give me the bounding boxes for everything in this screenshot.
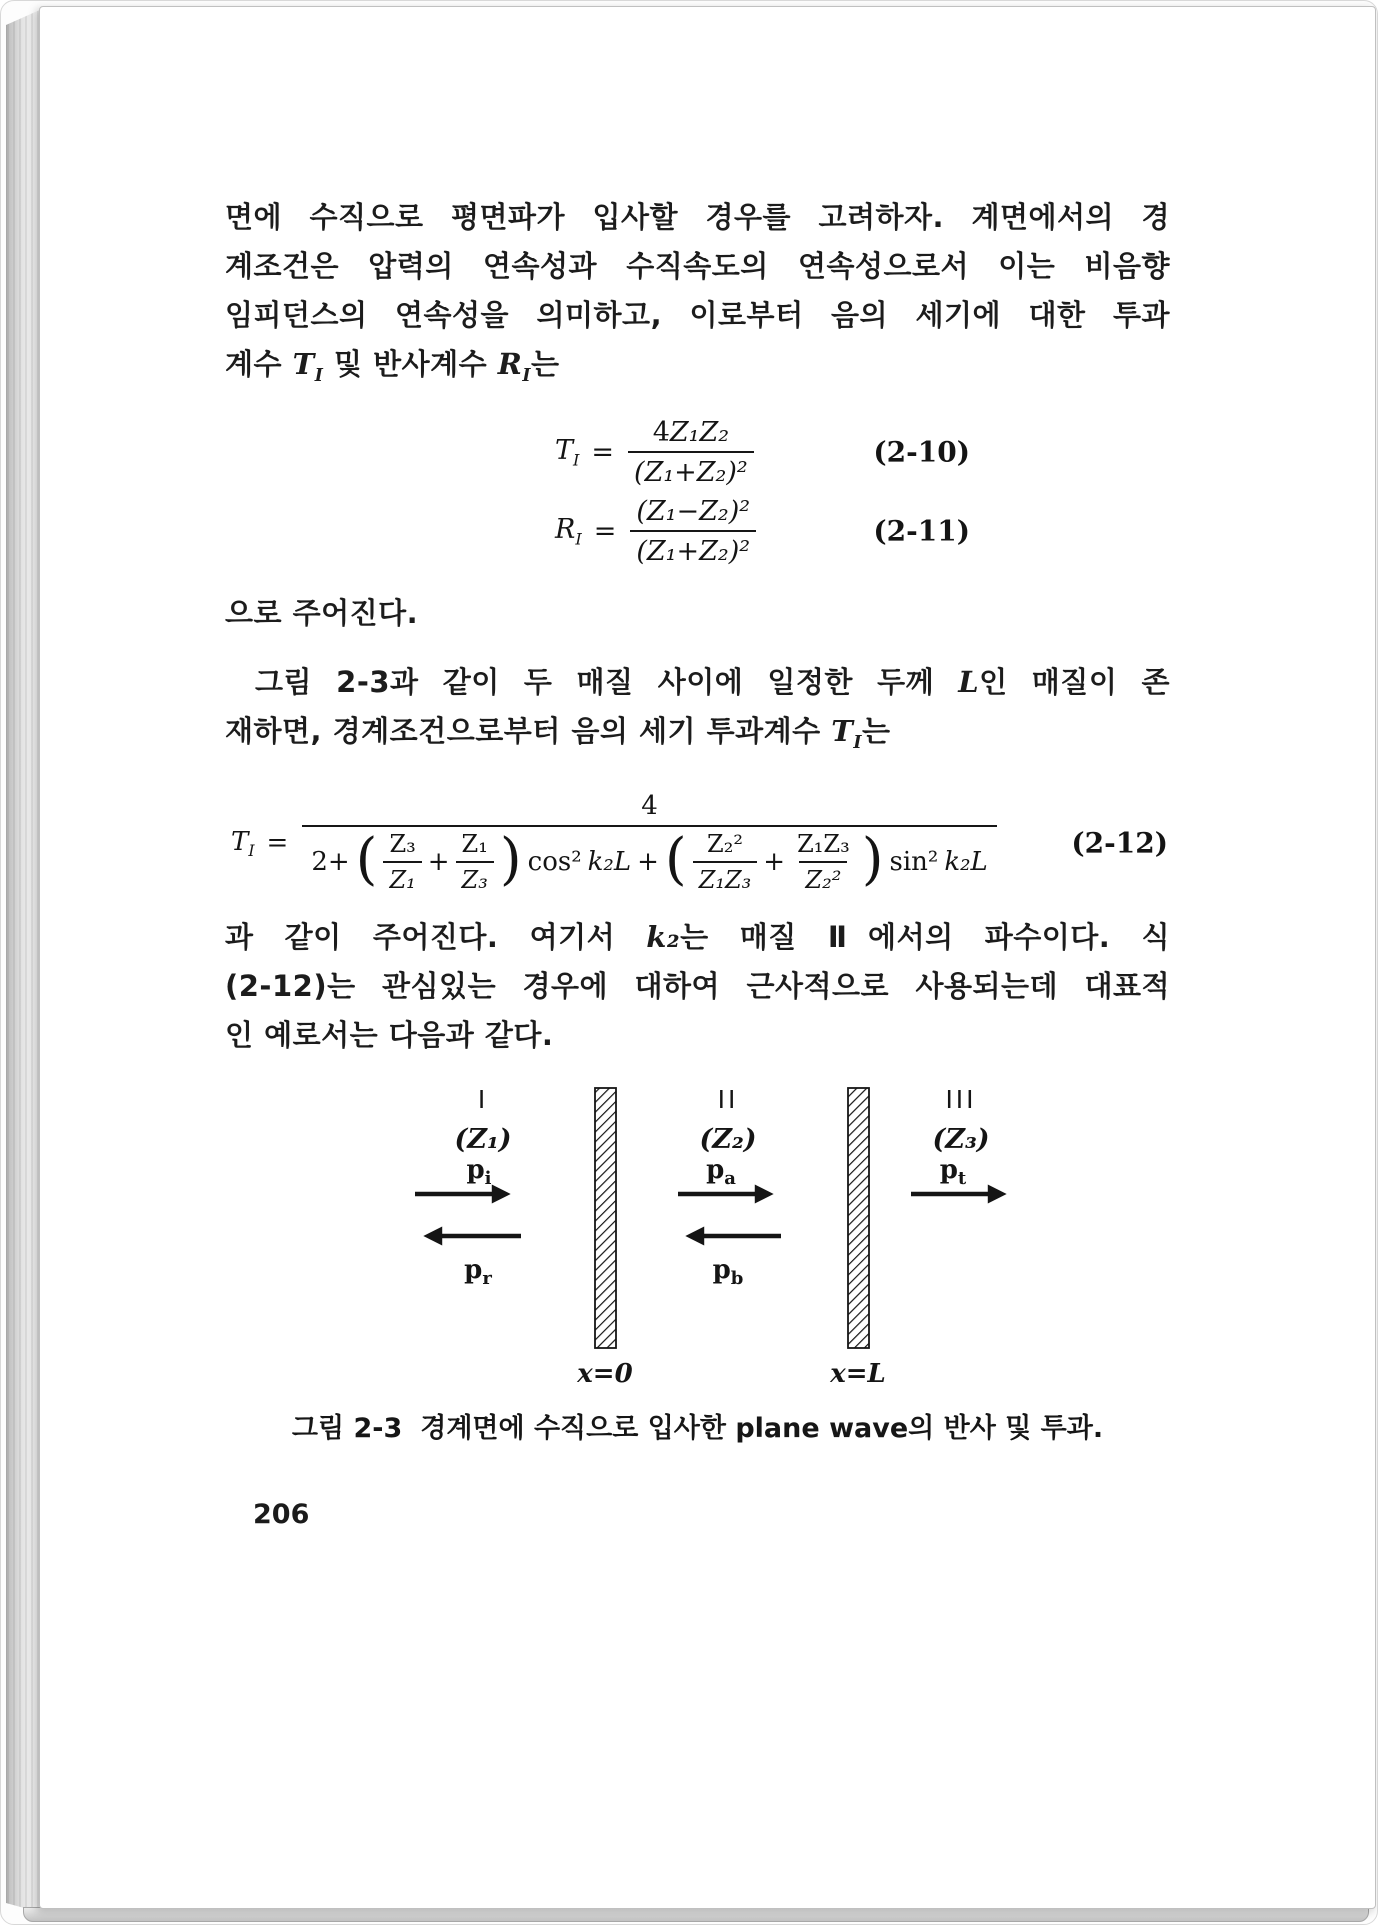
variable-L: L (958, 664, 980, 699)
equation-lhs (231, 827, 255, 860)
equals-sign: = (591, 436, 615, 468)
main-fraction (302, 792, 996, 895)
figure-caption-label: 그림 2-3 (291, 1412, 403, 1444)
text-fragment: 그림 2-3과 같이 두 매질 사이에 일정한 두께 (255, 664, 959, 699)
variable-k2: k₂ (646, 919, 681, 954)
equation-body (231, 792, 999, 895)
numerator: Z₂² (707, 829, 743, 858)
equation-2-10 (225, 417, 1170, 488)
denominator (302, 825, 996, 895)
denominator: Z₁Z₃ (693, 861, 758, 895)
page-sheet (39, 6, 1376, 1909)
subscript-I: I (575, 529, 582, 549)
fraction (630, 496, 756, 567)
sin-squared: sin² (889, 846, 939, 877)
right-paren: ) (861, 826, 884, 892)
denominator: Z₃ (456, 861, 494, 895)
region-numeral-I: I (477, 1085, 489, 1114)
plus-sign: + (637, 846, 659, 877)
subscript-I: I (522, 365, 531, 386)
text-fragment: 및 반사계수 (323, 347, 498, 381)
variable-T: T (292, 347, 315, 381)
plus-sign: + (427, 846, 450, 877)
text-fragment: 는 (862, 713, 891, 748)
text-fragment: 는 매질 Ⅱ에서의 파수이다. 식 (680, 919, 1170, 954)
incident-pressure-label: $p_i$ (466, 1154, 492, 1189)
text-fragment: 과 같이 주어진다. 여기서 (225, 919, 647, 954)
equation-body (555, 496, 758, 567)
page-content (225, 193, 1170, 1530)
variable-R: R (555, 514, 576, 546)
backward-pressure-label: $p_b$ (712, 1254, 744, 1289)
fraction-z3-z1 (383, 831, 421, 895)
equation-lhs (555, 435, 579, 469)
equation-body (555, 417, 756, 488)
text-fragment: 는 (530, 347, 560, 381)
term-2-plus: 2+ (311, 846, 350, 877)
paragraph-1 (225, 193, 1170, 401)
plus-sign: + (763, 846, 786, 877)
sin-argument: k₂L (944, 846, 988, 877)
numerator: Z₁Z₃ (797, 829, 850, 858)
equation-lhs (555, 514, 582, 548)
right-paren: ) (499, 826, 522, 892)
left-paren: ( (664, 826, 687, 892)
book-edge-bottom (23, 1907, 1369, 1922)
text-line (225, 340, 1170, 401)
text-line (225, 658, 1170, 707)
boundary-label-xL: x=L (830, 1358, 886, 1388)
numerator: (Z₁−Z₂)² (636, 495, 751, 527)
equation-2-12 (225, 792, 1170, 895)
forward-pressure-label: $p_a$ (706, 1154, 736, 1189)
numerator: 4 (641, 790, 658, 821)
fraction (628, 417, 754, 488)
equation-number: (2-10) (873, 435, 970, 469)
wave-diagram (383, 1086, 1043, 1388)
boundary-wall-xL (848, 1088, 869, 1348)
text-line: 임피던스의 연속성을 의미하고, 이로부터 음의 세기에 대한 투과 (225, 298, 1170, 332)
text-line (225, 707, 1170, 768)
subscript-I: I (573, 450, 580, 470)
left-paren: ( (355, 826, 378, 892)
text-fragment: 계수 (225, 347, 293, 381)
boundary-wall-x0 (595, 1088, 616, 1348)
variable-T: T (555, 435, 574, 467)
book-edge-left (6, 9, 42, 1913)
figure-caption-text: 경계면에 수직으로 입사한 plane wave의 반사 및 투과. (420, 1412, 1104, 1444)
denominator: (Z₁+Z₂)² (630, 530, 756, 567)
equals-sign: = (266, 828, 289, 859)
denominator-row (308, 826, 990, 895)
equals-sign: = (593, 515, 617, 547)
equation-number: (2-12) (1071, 826, 1168, 860)
text-line: (2-12)는 관심있는 경우에 대하여 근사적으로 사용되는데 대표적 (225, 968, 1170, 1003)
denominator: Z₁ (383, 861, 421, 895)
figure-caption (225, 1406, 1170, 1445)
text-line: 계조건은 압력의 연속성과 수직속도의 연속성으로서 이는 비음향 (225, 249, 1170, 283)
reflected-pressure-label: $p_r$ (464, 1254, 492, 1289)
numerator (647, 417, 735, 451)
fraction-z1-z3 (456, 831, 494, 895)
impedance-label-Z2: (Z₂) (699, 1123, 757, 1155)
text-line-given: 으로 주어진다. (225, 595, 419, 630)
numerator: Z₁ (461, 829, 488, 858)
transmitted-pressure-label: $p_t$ (939, 1154, 967, 1189)
paragraph-3 (225, 913, 1170, 1060)
text-line (225, 913, 1170, 962)
cos-argument: k₂L (587, 846, 632, 877)
fraction-z2sq-z1z3 (693, 831, 758, 895)
numerator: Z₃ (389, 829, 416, 858)
page-number: 206 (253, 1498, 310, 1530)
region-numeral-II: II (717, 1085, 739, 1114)
paragraph-2 (225, 658, 1170, 768)
subscript-I: I (314, 365, 324, 386)
denominator: Z₂² (799, 861, 847, 895)
denominator: (Z₁+Z₂)² (628, 451, 754, 488)
subscript-I: I (853, 732, 862, 753)
variable-R: R (497, 347, 523, 381)
coefficient: 4 (652, 416, 670, 448)
boundary-label-x0: x=0 (577, 1358, 633, 1388)
impedance-label-Z1: (Z₁) (454, 1123, 512, 1155)
equation-2-11 (225, 496, 1170, 567)
impedance-label-Z3: (Z₃) (932, 1123, 990, 1155)
fraction-z1z3-z2sq (791, 831, 856, 895)
text-line: 면에 수직으로 평면파가 입사할 경우를 고려하자. 계면에서의 경 (225, 200, 1170, 234)
text-line: 인 예로서는 다음과 같다. (225, 1017, 554, 1052)
numerator-variables: Z₁Z₂ (669, 416, 730, 448)
region-numeral-III: III (945, 1085, 977, 1114)
cos-squared: cos² (527, 846, 582, 877)
text-fragment: 인 매질이 존 (979, 664, 1170, 699)
text-fragment: 재하면, 경계조건으로부터 음의 세기 투과계수 (225, 713, 832, 748)
figure-2-3 (383, 1086, 1170, 1392)
equation-number: (2-11) (873, 514, 970, 548)
variable-T: T (831, 713, 854, 748)
subscript-I: I (248, 841, 255, 860)
variable-T: T (231, 826, 249, 857)
